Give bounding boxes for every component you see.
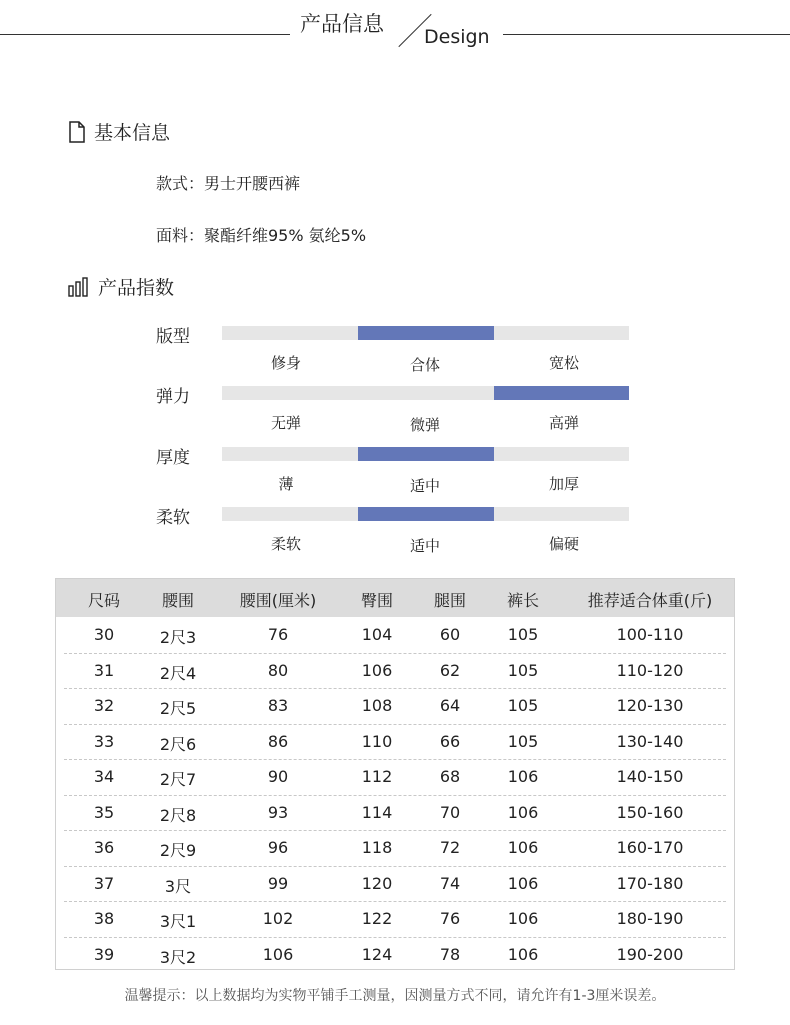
table-cell: 106	[507, 838, 539, 857]
table-cell: 37	[93, 873, 115, 893]
table-cell: 60	[439, 625, 461, 644]
table-cell: 78	[439, 944, 461, 964]
table-cell: 2尺6	[159, 734, 197, 754]
table-cell: 34	[93, 767, 115, 786]
table-cell: 105	[507, 625, 539, 644]
table-cell: 2尺9	[159, 841, 197, 860]
table-cell: 90	[267, 767, 289, 786]
table-cell: 68	[439, 767, 461, 786]
basic-info-heading	[68, 118, 170, 145]
metric-indicator	[358, 447, 494, 461]
metric-option: 无弹	[270, 414, 301, 432]
metric-track	[222, 326, 629, 340]
metric-track	[222, 507, 629, 521]
column-header: 腿围	[433, 591, 466, 610]
table-cell: 2尺4	[159, 663, 197, 683]
table-cell: 130-140	[616, 731, 684, 751]
bar-chart-icon	[68, 277, 90, 297]
table-cell: 70	[439, 802, 461, 822]
metric-track	[222, 447, 629, 461]
table-cell: 30	[93, 625, 115, 644]
column-header: 尺码	[87, 591, 120, 610]
header-rule-right	[503, 34, 790, 35]
metric-option: 偏硬	[548, 535, 579, 553]
table-cell: 86	[267, 731, 289, 751]
product-index-title: 产品指数	[98, 277, 175, 299]
product-index-heading	[68, 273, 174, 300]
metric-name: 弹力	[156, 387, 190, 407]
row-divider	[64, 724, 726, 725]
table-cell: 3尺1	[159, 912, 197, 931]
table-cell: 140-150	[616, 767, 684, 786]
metric-indicator	[358, 326, 494, 340]
table-cell: 3尺	[164, 876, 192, 896]
table-cell: 99	[267, 873, 289, 893]
table-cell: 190-200	[616, 944, 684, 964]
table-cell: 72	[439, 838, 461, 857]
metric-option: 适中	[409, 477, 440, 495]
metric-option: 合体	[409, 356, 440, 374]
table-cell: 170-180	[616, 873, 684, 893]
table-cell: 108	[361, 696, 393, 715]
row-divider	[64, 688, 726, 689]
table-cell: 114	[361, 802, 393, 822]
fabric-row: 面料：聚酯纤维95% 氨纶5%	[156, 226, 367, 245]
table-cell: 100-110	[616, 625, 684, 644]
metric-option: 适中	[409, 537, 440, 555]
footnote: 温馨提示：以上数据均为实物平铺手工测量，因测量方式不同，请允许有1-3厘米误差。	[124, 988, 666, 1004]
size-table	[55, 578, 735, 970]
row-divider	[64, 653, 726, 654]
table-cell: 106	[361, 660, 393, 680]
row-divider	[64, 866, 726, 867]
table-cell: 64	[439, 696, 461, 715]
table-cell: 3尺2	[159, 947, 197, 967]
row-divider	[64, 830, 726, 831]
table-cell: 106	[507, 802, 539, 822]
metric-track	[222, 386, 629, 400]
metric-option: 柔软	[270, 535, 301, 553]
table-cell: 150-160	[616, 802, 684, 822]
metric-name: 厚度	[156, 448, 190, 468]
column-header: 臀围	[360, 591, 393, 610]
table-header	[56, 579, 734, 617]
table-cell: 106	[507, 873, 539, 893]
table-cell: 93	[267, 802, 289, 822]
column-header: 裤长	[506, 591, 539, 610]
column-header: 推荐适合体重(斤)	[587, 591, 713, 610]
table-cell: 180-190	[616, 909, 684, 928]
table-cell: 32	[93, 696, 115, 715]
table-cell: 96	[267, 838, 289, 857]
table-cell: 31	[93, 660, 115, 680]
metric-option: 加厚	[548, 475, 579, 493]
table-cell: 38	[93, 909, 115, 928]
metric-option: 高弹	[548, 414, 579, 432]
table-cell: 105	[507, 660, 539, 680]
table-cell: 36	[93, 838, 115, 857]
page-title: 产品信息	[300, 12, 384, 36]
table-cell: 105	[507, 696, 539, 715]
row-divider	[64, 795, 726, 796]
table-cell: 102	[262, 909, 294, 928]
table-cell: 104	[361, 625, 393, 644]
table-cell: 74	[439, 873, 461, 893]
metric-option: 修身	[270, 354, 301, 372]
metric-indicator	[494, 386, 629, 400]
table-cell: 76	[267, 625, 289, 644]
table-cell: 2尺3	[159, 628, 197, 647]
table-cell: 2尺5	[159, 699, 197, 718]
table-cell: 110	[361, 731, 393, 751]
table-cell: 62	[439, 660, 461, 680]
page-subtitle: Design	[424, 26, 490, 48]
style-row: 款式：男士开腰西裤	[156, 174, 301, 193]
table-cell: 2尺7	[159, 770, 197, 789]
column-header: 腰围(厘米)	[239, 591, 317, 610]
table-cell: 122	[361, 909, 393, 928]
row-divider	[64, 901, 726, 902]
column-header: 腰围	[161, 591, 194, 610]
table-cell: 35	[93, 802, 115, 822]
table-cell: 106	[507, 909, 539, 928]
metric-option: 微弹	[409, 416, 440, 434]
metric-name: 柔软	[156, 508, 190, 528]
table-cell: 110-120	[616, 660, 684, 680]
table-cell: 80	[267, 660, 289, 680]
table-cell: 118	[361, 838, 393, 857]
header-rule-left	[0, 34, 290, 35]
row-divider	[64, 937, 726, 938]
metric-indicator	[358, 507, 494, 521]
table-cell: 120	[361, 873, 393, 893]
table-cell: 105	[507, 731, 539, 751]
table-cell: 160-170	[616, 838, 684, 857]
table-cell: 33	[93, 731, 115, 751]
table-cell: 83	[267, 696, 289, 715]
document-icon	[68, 121, 86, 143]
metric-name: 版型	[156, 327, 190, 347]
table-cell: 39	[93, 944, 115, 964]
table-cell: 106	[507, 944, 539, 964]
table-cell: 2尺8	[159, 805, 197, 825]
table-cell: 106	[507, 767, 539, 786]
metric-option: 薄	[278, 475, 294, 493]
table-cell: 124	[361, 944, 393, 964]
table-cell: 112	[361, 767, 393, 786]
basic-info-title: 基本信息	[94, 122, 171, 144]
table-cell: 76	[439, 909, 461, 928]
metric-option: 宽松	[548, 354, 579, 372]
table-cell: 66	[439, 731, 461, 751]
row-divider	[64, 759, 726, 760]
table-cell: 120-130	[616, 696, 684, 715]
table-cell: 106	[262, 944, 294, 964]
